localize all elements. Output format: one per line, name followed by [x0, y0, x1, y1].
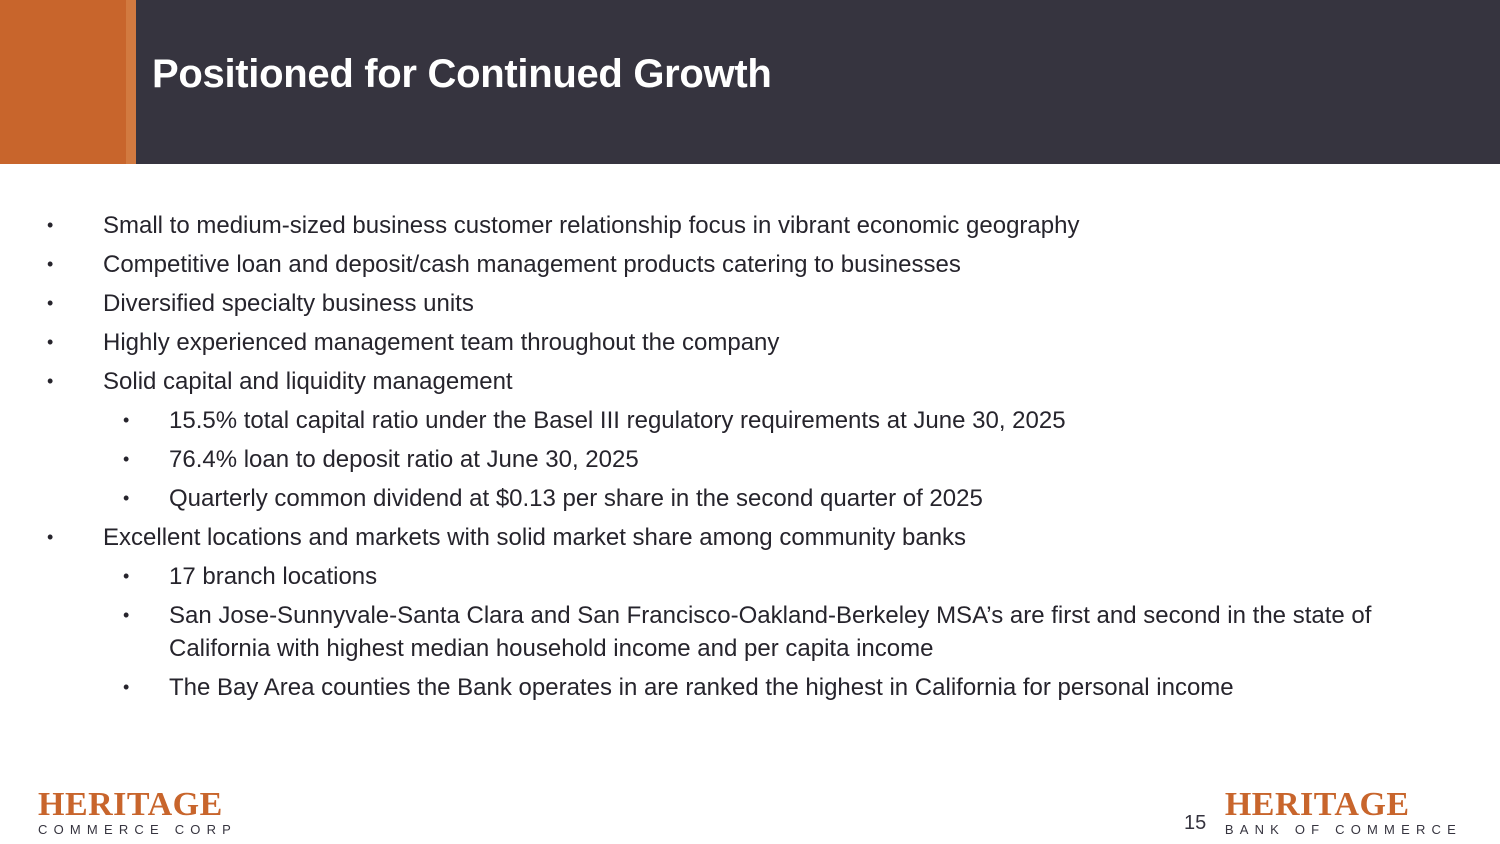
bullet-text: Diversified specialty business units — [103, 290, 474, 317]
heritage-bank-of-commerce-logo — [1225, 788, 1462, 838]
logo-tagline: COMMERCE CORP — [38, 822, 238, 837]
bullet-text: Highly experienced management team throughout the company — [103, 329, 780, 356]
bullet-item — [0, 209, 1500, 242]
sub-bullet-item — [0, 482, 1500, 515]
bullet-item — [0, 287, 1500, 320]
bullet-text: 17 branch locations — [169, 563, 378, 590]
bullet-icon: • — [123, 488, 130, 508]
bullet-text: Quarterly common dividend at $0.13 per share in the second quarter of 2025 — [169, 485, 983, 512]
bullet-item — [0, 521, 1500, 554]
bullet-icon: • — [123, 449, 130, 469]
logo-wordmark: HERITAGE — [38, 786, 223, 823]
bullet-text: The Bay Area counties the Bank operates in are ranked the highest in California for personal income — [169, 674, 1234, 701]
sub-bullet-item — [0, 671, 1500, 704]
logo-tagline: BANK OF COMMERCE — [1224, 822, 1462, 837]
sub-bullet-item — [0, 404, 1500, 437]
slide-header — [0, 0, 1500, 164]
bullet-icon: • — [47, 254, 54, 274]
bullet-item — [0, 326, 1500, 359]
bullet-list — [0, 209, 1500, 710]
bullet-item — [0, 365, 1500, 398]
bullet-icon: • — [123, 566, 130, 586]
bullet-text: Competitive loan and deposit/cash management products catering to businesses — [103, 251, 961, 278]
bullet-text: 76.4% loan to deposit ratio at June 30, 2025 — [169, 446, 639, 473]
bullet-text: San Jose-Sunnyvale-Santa Clara and San Francisco-Oakland-Berkeley MSA’s are first and second in the state of California with highest median household income and per capita income — [169, 602, 1372, 662]
header-accent-stripe — [126, 0, 136, 164]
bullet-text: Excellent locations and markets with solid market share among community banks — [103, 524, 967, 551]
sub-bullet-item — [0, 560, 1500, 593]
heritage-commerce-corp-logo — [38, 788, 237, 838]
slide-title: Positioned for Continued Growth — [152, 52, 772, 96]
logo-wordmark: HERITAGE — [1224, 786, 1410, 823]
bullet-text: Solid capital and liquidity management — [103, 368, 513, 395]
sub-bullet-item — [0, 443, 1500, 476]
page-number: 15 — [1184, 812, 1207, 834]
bullet-icon: • — [47, 215, 54, 235]
bullet-icon: • — [47, 293, 54, 313]
sub-bullet-item — [0, 599, 1500, 665]
bullet-icon: • — [123, 605, 130, 625]
bullet-icon: • — [47, 332, 54, 352]
bullet-icon: • — [47, 371, 54, 391]
bullet-icon: • — [123, 677, 130, 697]
bullet-text: Small to medium-sized business customer relationship focus in vibrant economic geography — [103, 212, 1080, 239]
bullet-text: 15.5% total capital ratio under the Basel III regulatory requirements at June 30, 2025 — [169, 407, 1066, 434]
bullet-icon: • — [47, 527, 54, 547]
bullet-item — [0, 248, 1500, 281]
header-accent-block — [0, 0, 126, 164]
bullet-icon: • — [123, 410, 130, 430]
